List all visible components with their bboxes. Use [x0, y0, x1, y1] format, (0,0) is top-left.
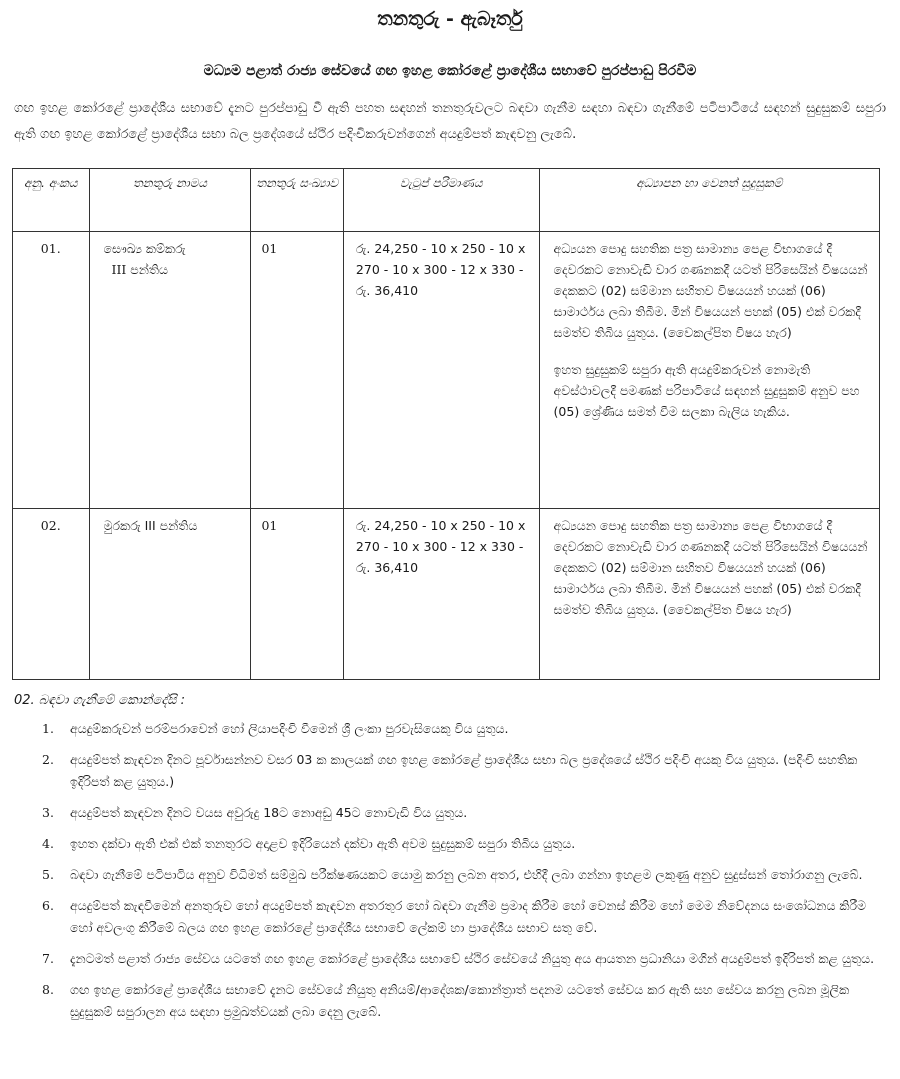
list-item-number: 6.: [42, 898, 54, 913]
list-item-number: 8.: [42, 982, 54, 997]
conditions-list: [14, 718, 886, 1032]
vacancy-table: [12, 168, 880, 680]
table-row: [13, 232, 880, 509]
list-item: [14, 833, 886, 855]
post-grade-text: III පන්තිය: [111, 262, 169, 277]
list-item-text: ඉහත දක්වා ඇති එක් එක් තනතුරට අදාළව ඉදිරියෙන් දක්වා ඇති අවම සුදුසුකම් සපුරා තිබිය යුතුය.: [70, 836, 576, 851]
list-item: [14, 895, 886, 939]
list-item: [14, 718, 886, 740]
row-qualifications: [539, 232, 879, 509]
list-item-text: අයදුම්පත් කැඳවන දිනට පූර්වාසන්නව වසර 03 ක කාලයක් ගඟ ඉහළ කෝරළේ ප්‍රාදේශීය සභා බල ප්‍රදේශයේ ස්ථිර පදිංචි අයකු විය යුතුය. (පදිංචි සහතික ඉදිරිපත් කළ යුතුය.): [70, 752, 858, 789]
header-qualifications: අධ්‍යාපන හා වෙනත් සුදුසුකම්: [539, 169, 879, 232]
row-post-name: මුරකරු III පන්තිය: [89, 509, 251, 680]
list-item: [14, 749, 886, 793]
qualification-paragraph: අධ්‍යයන පොදු සහතික පත්‍ර සාමාන්‍ය පෙළ විභාගයේ දී දෙවරකට නොවැඩි වාර ගණනකදී යටත් පිරිසෙයින් විෂයයන් දෙකකට (02) සම්මාන සහිතව විෂයයන් හයක් (06) සාමාර්ථය ලබා තිබීම. මින් විෂයයන් පහක් (05) එක් වරකදී සමත්ව තිබිය යුතුය. (වෛකල්පිත විෂය හැර): [553, 241, 868, 340]
row-serial-no: 01.: [13, 232, 90, 509]
list-item-number: 1.: [42, 721, 54, 736]
page-title: තනතුරු - ඇබෑර්තු: [377, 8, 523, 30]
row-post-count: 01: [251, 232, 343, 509]
table-header-row: [13, 169, 880, 232]
list-item-number: 2.: [42, 752, 54, 767]
list-item-number: 5.: [42, 867, 54, 882]
notice-subtitle: මධ්‍යම පළාත් රාජ්‍ය සේවයේ ගඟ ඉහළ කෝරළේ ප්‍රාදේශීය සභාවේ පුරප්පාඩු පිරවීම: [203, 63, 697, 79]
header-serial-no: අනු. අංකය: [13, 169, 90, 232]
row-salary-scale: රු. 24,250 - 10 x 250 - 10 x 270 - 10 x 300 - 12 x 330 - රු. 36,410: [343, 232, 539, 509]
row-serial-no: 02.: [13, 509, 90, 680]
table-row: [13, 509, 880, 680]
conditions-heading: 02. බඳවා ගැනීමේ කොන්දේසි :: [14, 693, 186, 708]
row-post-count: 01: [251, 509, 343, 680]
row-salary-scale: රු. 24,250 - 10 x 250 - 10 x 270 - 10 x 300 - 12 x 330 - රු. 36,410: [343, 509, 539, 680]
list-item-text: අයදුම්පත් කැඳවන දිනට වයස අවුරුදු 18ට නොඅඩු 45ට නොවැඩි විය යුතුය.: [70, 805, 468, 820]
list-item: [14, 979, 886, 1023]
list-item-text: ගඟ ඉහළ කෝරළේ ප්‍රාදේශීය සභාවේ දැනට සේවයේ නියුතු අනියම්/ආදේශක/කොන්ත්‍රාත් පදනම යටතේ සේවය කර ඇති සහ සේවය කරනු ලබන මූලික සුදුසුකම් සපුරාලන අය සඳහා ප්‍රමුඛත්වයක් ලබා දෙනු ලැබේ.: [70, 982, 850, 1019]
qualification-paragraph: අධ්‍යයන පොදු සහතික පත්‍ර සාමාන්‍ය පෙළ විභාගයේ දී දෙවරකට නොවැඩි වාර ගණනකදී යටත් පිරිසෙයින් විෂයයන් දෙකකට (02) සම්මාන සහිතව විෂයයන් හයක් (06) සාමාර්ථය ලබා තිබීම. මින් විෂයයන් පහක් (05) එක් වරකදී සමත්ව තිබිය යුතුය. (වෛකල්පිත විෂය හැර): [553, 518, 868, 617]
row-post-name: [89, 232, 251, 509]
qualification-paragraph: ඉහත සුදුසුකම් සපුරා ඇති අයදුම්කරුවන් නොමැති අවස්ථාවලදී පමණක් පරිපාටියේ සඳහන් සුදුසුකම් අනුව පහ (05) ශ්‍රේණිය සමත් වීම සලකා බැලිය හැකිය.: [553, 362, 860, 419]
row-qualifications: [539, 509, 879, 680]
post-name-text: සෞඛ්‍ය කම්කරු: [103, 241, 186, 256]
list-item-text: දැනටමත් පළාත් රාජ්‍ය සේවය යටතේ ගඟ ඉහළ කෝරළේ ප්‍රාදේශීය සභාවේ ස්ථිර සේවයේ නියුතු අය ආයතන ප්‍රධානියා මගින් අයදුම්පත් ඉදිරිපත් කළ යුතුය.: [70, 951, 875, 966]
header-post-name: තනතුරු නාමය: [89, 169, 251, 232]
list-item-text: අයදුම්කරුවන් පරම්පරාවෙන් හෝ ලියාපදිංචි වීමෙන් ශ්‍රී ලංකා පුරවැසියෙකු විය යුතුය.: [70, 721, 509, 736]
intro-paragraph: ගඟ ඉහළ කෝරළේ ප්‍රාදේශීය සභාවේ දැනට පුරප්පාඩු වී ඇති පහත සඳහන් තනතුරුවලට බඳවා ගැනීම සඳහා බඳවා ගැනීමේ පටිපාටියේ සඳහන් සුදුසුකම් සපුරා ඇති ගඟ ඉහළ කෝරළේ ප්‍රාදේශීය සභා බල ප්‍රදේශයේ ස්ථිර පදිංචිකරුවන්ගෙන් අයදුම්පත් කැඳවනු ලැබේ.: [14, 101, 886, 142]
list-item-number: 3.: [42, 805, 54, 820]
list-item-number: 4.: [42, 836, 54, 851]
list-item: [14, 948, 886, 970]
list-item: [14, 802, 886, 824]
list-item: [14, 864, 886, 886]
header-post-count: තනතුරු සංඛ්‍යාව: [251, 169, 343, 232]
list-item-number: 7.: [42, 951, 54, 966]
list-item-text: අයදුම්පත් කැඳවීමෙන් අනතුරුව හෝ අයදුම්පත් කැඳවන අතරතුර හෝ බඳවා ගැනීම ප්‍රමාද කිරීම හෝ වෙනස් කිරීම හෝ මෙම නිවේදනය සංශෝධනය කිරීම හෝ අවලංගු කිරීමේ බලය ගඟ ඉහළ කෝරළේ ප්‍රාදේශීය සභාවේ ලේකම් හා ප්‍රාදේශීය සභාව සතු වේ.: [70, 898, 867, 935]
list-item-text: බඳවා ගැනීමේ පටිපාටිය අනුව විධිමත් සම්මුඛ පරීක්ෂණයකට යොමු කරනු ලබන අතර, එහිදී ලබා ගන්නා ඉහළම ලකුණු අනුව සුදුස්සන් තෝරාගනු ලැබේ.: [70, 867, 863, 882]
header-salary-scale: වැටුප් පරිමාණය: [343, 169, 539, 232]
